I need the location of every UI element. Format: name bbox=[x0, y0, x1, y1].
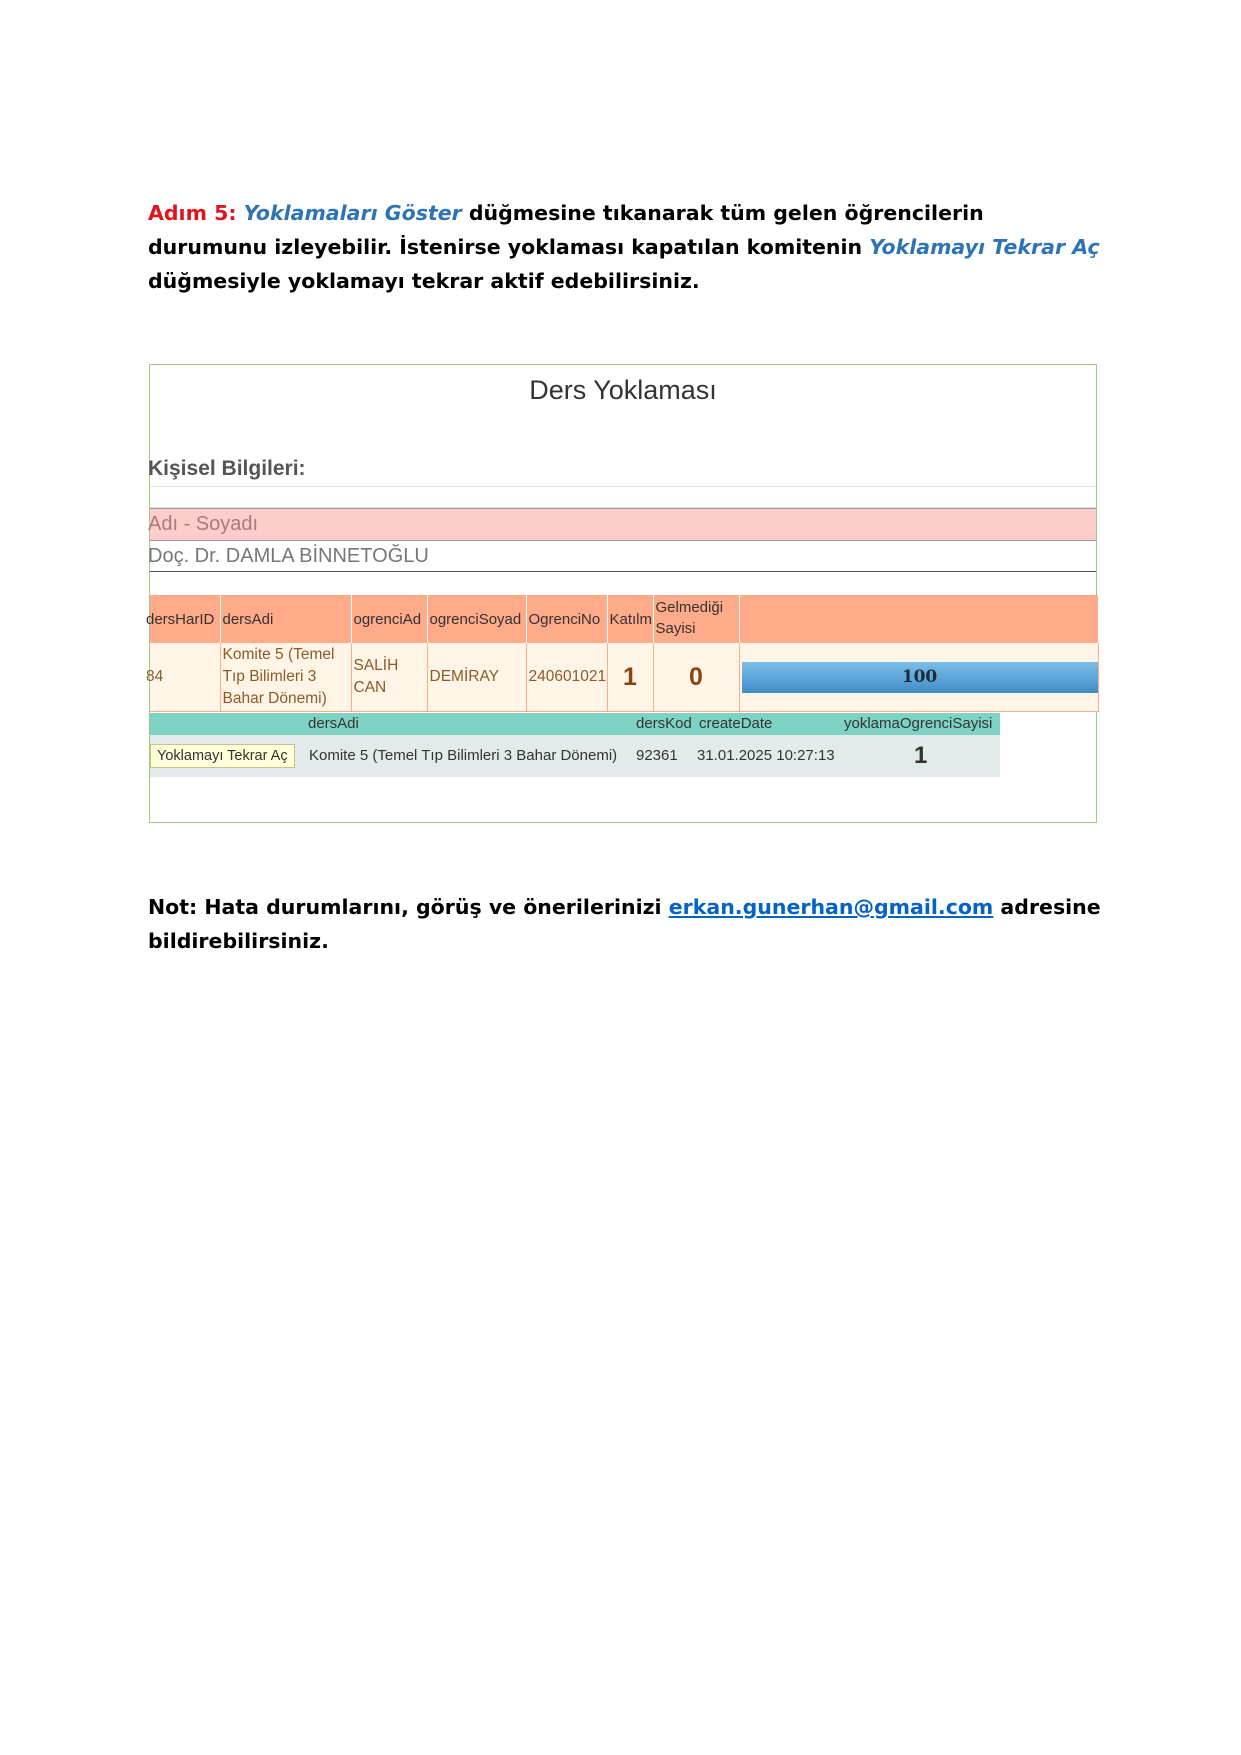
col-header-progress bbox=[739, 595, 1098, 643]
progress-label: 100 bbox=[901, 666, 938, 687]
col-header-dersadi: dersAdi bbox=[220, 595, 351, 643]
name-label: Adı - Soyadı bbox=[148, 513, 259, 535]
attendance-progress-bar bbox=[742, 662, 1098, 693]
closed-cell-dersadi: Komite 5 (Temel Tıp Bilimleri 3 Bahar Dönemi) bbox=[309, 747, 618, 764]
col-header-katilim: Katılm bbox=[607, 595, 653, 643]
col-header-ogrenciad: ogrenciAd bbox=[351, 595, 427, 643]
closed-col-count: yoklamaOgrenciSayisi bbox=[844, 715, 993, 732]
attendance-table bbox=[146, 595, 1099, 712]
col-header-gelmedigi: Gelmediği Sayisi bbox=[653, 595, 739, 643]
divider bbox=[150, 486, 1096, 487]
cell-ogrenciad: SALİH CAN bbox=[351, 643, 427, 712]
cell-dersadi: Komite 5 (Temel Tıp Bilimleri 3 Bahar Dönemi) bbox=[220, 643, 351, 712]
name-value-row bbox=[150, 540, 1096, 572]
step-text-1: düğmesine tıkanarak tüm gelen öğrencilerin durumunu izleyebilir. İstenirse yoklaması kapatılan komitenin bbox=[148, 201, 984, 259]
table-row bbox=[150, 735, 1000, 777]
step-label: Adım 5: bbox=[148, 201, 237, 225]
cell-gelmedigi: 0 bbox=[653, 643, 739, 712]
step-paragraph bbox=[148, 196, 1108, 298]
name-value: Doç. Dr. DAMLA BİNNETOĞLU bbox=[148, 545, 429, 567]
note-text-2: adresine bildirebilirsiniz. bbox=[148, 895, 1101, 953]
page-title: Ders Yoklaması bbox=[529, 375, 717, 405]
closed-cell-count: 1 bbox=[914, 742, 928, 769]
closed-cell-createdate: 31.01.2025 10:27:13 bbox=[697, 747, 835, 764]
col-header-ogrencisoyad: ogrenciSoyad bbox=[427, 595, 526, 643]
table-row bbox=[150, 643, 1098, 712]
attendance-screenshot bbox=[146, 364, 1097, 823]
reopen-attendance-button[interactable]: Yoklamayı Tekrar Aç bbox=[150, 744, 295, 768]
closed-attendance-table bbox=[150, 713, 1000, 777]
col-header-ogrencino: OgrenciNo bbox=[526, 595, 607, 643]
note-text-1: Not: Hata durumlarını, görüş ve önerilerinizi bbox=[148, 895, 669, 919]
cell-ogrencino: 240601021 bbox=[526, 643, 607, 712]
step-text-2: düğmesiyle yoklamayı tekrar aktif edebilirsiniz. bbox=[148, 269, 700, 293]
show-attendance-reference: Yoklamaları Göster bbox=[243, 201, 462, 225]
personal-info-header: Kişisel Bilgileri: bbox=[148, 457, 306, 480]
cell-katilim: 1 bbox=[607, 643, 653, 712]
email-link[interactable]: erkan.gunerhan@gmail.com bbox=[668, 895, 994, 919]
closed-header-row bbox=[150, 713, 1000, 735]
attendance-header-row bbox=[150, 595, 1098, 643]
closed-col-derskod: dersKod bbox=[636, 715, 692, 732]
closed-col-dersadi: dersAdi bbox=[308, 715, 359, 732]
closed-col-createdate: createDate bbox=[699, 715, 773, 732]
col-header-dersharid: dersHarID bbox=[150, 595, 220, 643]
cell-progress bbox=[739, 643, 1098, 712]
cell-ogrencisoyad: DEMİRAY bbox=[427, 643, 526, 712]
reopen-attendance-reference: Yoklamayı Tekrar Aç bbox=[869, 235, 1100, 259]
cell-dersharid: 84 bbox=[150, 643, 220, 712]
name-label-row bbox=[150, 508, 1096, 540]
note-paragraph bbox=[148, 890, 1108, 958]
closed-cell-derskod: 92361 bbox=[636, 747, 678, 764]
